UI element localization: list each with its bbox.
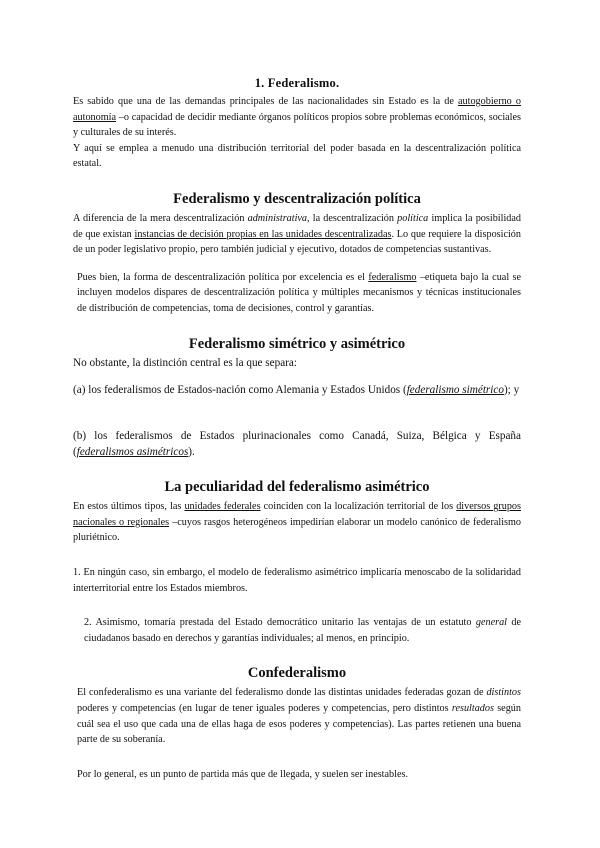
text-run: , la descentralización (307, 212, 398, 224)
text-run: En estos últimos tipos, las (73, 501, 185, 513)
list-item-b (73, 429, 521, 460)
text-run: según cuál sea el uso que cada una de ellas haga de esos poderes y competencias). Las partes retienen una buena parte de su soberanía. (77, 702, 521, 746)
emphasis-text: general (475, 617, 507, 629)
emphasis-text: administrativa (247, 212, 308, 224)
paragraph (73, 270, 521, 317)
text-run: –o capacidad de decidir mediante órganos políticos propios sobre problemas económicos, sociales y culturales de su interés. (73, 111, 521, 139)
text-run: Y aquí se emplea a menudo una distribución territorial del poder basada en la descentralización política estatal. (73, 142, 521, 170)
section-title-peculiaridad: La peculiaridad del federalismo asimétrico (164, 479, 430, 496)
text-run: implica la posibilidad de que existan (73, 212, 521, 240)
text-run: 1. En ningún caso, sin embargo, el modelo de federalismo asimétrico implicaría menoscabo de la solidaridad interterritorial entre los Estados miembros. (73, 566, 521, 594)
text-run: (b) los federalismos de Estados plurinacionales como Canadá, Suiza, Bélgica y España ( (73, 430, 521, 458)
emphasis-text: distintos (486, 687, 521, 699)
text-run: No obstante, la distinción central es la que separa: (73, 356, 297, 369)
underlined-term: diversos grupos nacionales o regionales (73, 501, 521, 528)
text-run: Por lo general, es un punto de partida más que de llegada, y suelen ser inestables. (77, 768, 408, 780)
list-item-1 (73, 565, 521, 596)
underlined-term: federalismos asimétricos (76, 445, 189, 458)
text-run: El confederalismo es una variante del federalismo donde las distintas unidades federadas gozan de (77, 687, 487, 699)
list-item-2 (73, 615, 521, 646)
text-run: ); y (503, 383, 520, 396)
text-run: ). (188, 445, 195, 458)
text-run: Es sabido que una de las demandas principales de las nacionalidades sin Estado es la de (73, 96, 459, 107)
section-title-confederalismo: Confederalismo (247, 665, 347, 682)
paragraph (73, 767, 521, 783)
text-run: poderes y competencias (en lugar de tener iguales poderes y competencias, pero distintos (77, 702, 452, 714)
underlined-term: autogobierno o autonomía (73, 96, 521, 123)
text-run: 2. Asimismo, tomaría prestada del Estado democrático unitario las ventajas de un estatuto (84, 617, 476, 629)
paragraph (73, 685, 521, 747)
paragraph (73, 94, 521, 141)
section-title-simetrico-asimetrico: Federalismo simétrico y asimétrico (188, 335, 406, 352)
text-run: de ciudadanos basado en derechos y garantías individuales; al menos, en principio. (84, 617, 521, 644)
paragraph (73, 141, 521, 172)
underlined-term: instancias de decisión propias en las unidades descentralizadas (134, 228, 392, 240)
list-item-a (73, 383, 521, 398)
text-run: –cuyos rasgos heterogéneos impedirían elaborar un modelo canónico de federalismo pluriétnico. (73, 516, 522, 544)
section-title-descentralizacion: Federalismo y descentralización política (173, 190, 421, 207)
paragraph (73, 211, 521, 258)
underlined-term: unidades federales (184, 501, 261, 513)
underlined-term: federalismo simétrico (406, 383, 504, 396)
paragraph (73, 499, 521, 546)
text-run: –etiqueta bajo la cual se incluyen modelos dispares de descentralización política y múltiples mecanismos y técnicas institucionales de distribución de competencias, toma de decisiones, control y garantías. (77, 271, 522, 314)
emphasis-text: resultados (451, 702, 494, 714)
text-run: (a) los federalismos de Estados-nación como Alemania y Estados Unidos ( (73, 383, 407, 396)
paragraph (73, 356, 521, 371)
text-run: A diferencia de la mera descentralización (73, 212, 248, 224)
underlined-term: federalismo (368, 271, 417, 283)
text-run: . Lo que requiere la disposición de un poder legislativo propio, pero también judicial y ejecutivo, dotados de competencias sustantivas. (73, 228, 521, 256)
document-page (73, 74, 521, 782)
section-title-federalismo: 1. Federalismo. (254, 76, 340, 90)
text-run: Pues bien, la forma de descentralización política por excelencia es el (77, 271, 369, 283)
emphasis-text: política (397, 212, 429, 224)
text-run: coinciden con la localización territorial de los (260, 501, 457, 513)
